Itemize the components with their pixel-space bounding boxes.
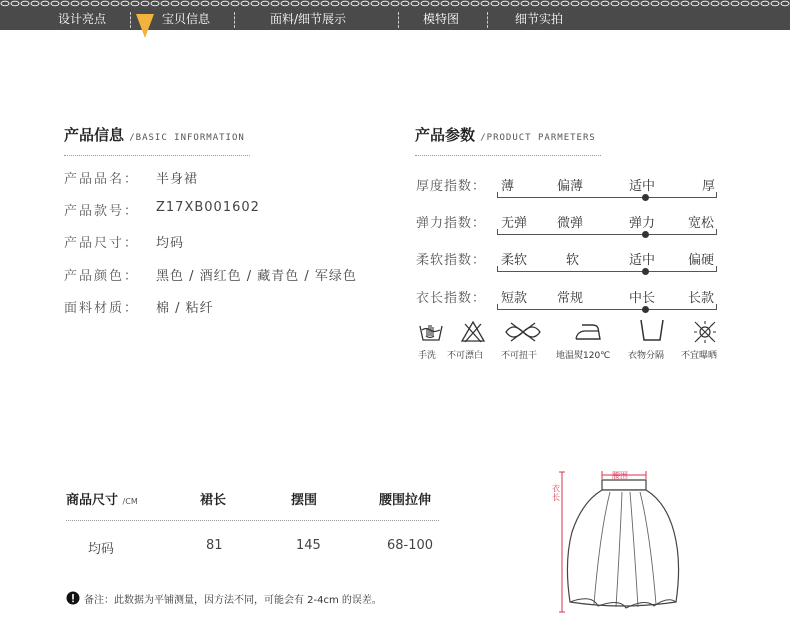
param-label: 柔软指数： [416,253,487,268]
param-scale-line [497,197,717,198]
param-scale-tick [716,229,717,234]
nav-separator [234,12,235,28]
warning-icon [66,591,80,605]
info-value-sku: Z17XB001602 [156,200,260,215]
param-option: 宽松 [688,216,715,231]
table-cell: 81 [206,538,223,553]
nav-tab-design-highlights[interactable]: 设计亮点 [58,12,107,26]
nav-separator [398,12,399,28]
param-label: 衣长指数： [416,291,487,306]
care-label: 不可扭干 [501,351,538,361]
divider [415,155,601,156]
param-scale-tick [716,192,717,197]
param-option: 适中 [629,253,656,268]
param-selected-marker [642,268,649,275]
care-label: 不宜曝晒 [681,351,718,361]
product-params-title-text: 产品参数 [415,126,476,144]
info-value-material: 棉 / 粘纤 [156,301,214,316]
param-scale-line [497,309,717,310]
param-option: 薄 [501,179,515,194]
measurement-note: 备注：此数据为平铺测量，因方法不同，可能会有 2-4cm 的误差。 [84,595,382,606]
info-label-size: 产品尺寸： [64,236,140,251]
hand-wash-icon [418,320,444,344]
param-scale-tick [716,304,717,309]
no-bleach-icon [460,320,486,344]
param-scale-tick [497,304,498,309]
param-option: 偏硬 [688,253,715,268]
info-label-sku: 产品款号： [64,204,140,219]
nav-separator [487,12,488,28]
size-table-header-hem: 摆围 [291,493,318,508]
size-table-header-size [66,489,138,508]
care-label: 衣物分隔 [628,351,665,361]
param-option: 厚 [702,179,716,194]
info-label-name: 产品品名： [64,172,140,187]
param-scale-tick [716,266,717,271]
table-cell: 均码 [88,542,115,557]
size-table-unit: /CM [122,497,138,506]
waist-label: 腰围 [612,471,628,480]
no-wring-icon [503,320,543,344]
size-table-divider [66,520,439,521]
param-label: 弹力指数： [416,216,487,231]
param-option: 短款 [501,291,528,306]
separate-wash-icon [637,318,667,344]
param-option: 软 [566,253,580,268]
nav-tab-detail-photos[interactable]: 细节实拍 [515,12,564,26]
nav-tab-model-photos[interactable]: 模特图 [423,12,460,26]
table-cell: 145 [296,538,321,553]
param-option: 无弹 [501,216,528,231]
param-option: 中长 [629,291,656,306]
param-selected-marker [642,231,649,238]
info-value-size: 均码 [156,236,185,251]
info-label-color: 产品颜色： [64,269,140,284]
info-value-name: 半身裙 [156,172,199,187]
param-label: 厚度指数： [416,179,487,194]
param-option: 微弹 [557,216,584,231]
param-option: 长款 [688,291,715,306]
product-info-title-text: 产品信息 [64,126,125,144]
nav-tab-fabric-details[interactable]: 面料/细节展示 [270,12,347,26]
param-selected-marker [642,194,649,201]
param-scale-tick [497,266,498,271]
param-option: 柔软 [501,253,528,268]
param-scale-line [497,234,717,235]
care-label: 手洗 [418,351,437,361]
param-scale-line [497,271,717,272]
product-params-title [415,124,596,145]
iron-low-icon [572,320,604,344]
param-selected-marker [642,306,649,313]
divider [64,155,250,156]
param-scale-tick [497,192,498,197]
size-table-header-waist: 腰围拉伸 [379,493,432,508]
param-option: 适中 [629,179,656,194]
param-scale-tick [497,229,498,234]
nav-separator [130,12,131,28]
nav-border-pattern [0,0,790,8]
care-label: 不可漂白 [447,351,484,361]
size-table-header-text: 商品尺寸 [66,493,119,508]
length-label: 衣长 [552,484,560,502]
param-option: 弹力 [629,216,656,231]
param-option: 常规 [557,291,584,306]
table-cell: 68-100 [387,538,434,553]
nav-tab-product-info[interactable]: 宝贝信息 [162,12,211,26]
product-params-subtitle: /PRODUCT PARMETERS [480,133,596,143]
param-option: 偏薄 [557,179,584,194]
info-value-color: 黑色 / 酒红色 / 藏青色 / 军绿色 [156,269,357,284]
care-label: 地温熨120℃ [556,351,611,361]
product-info-title [64,124,245,145]
active-tab-indicator [136,14,154,38]
product-info-subtitle: /BASIC INFORMATION [129,133,245,143]
size-table-header-length: 裙长 [200,493,227,508]
skirt-diagram [542,462,694,627]
no-sun-icon [692,320,718,344]
info-label-material: 面料材质： [64,301,140,316]
